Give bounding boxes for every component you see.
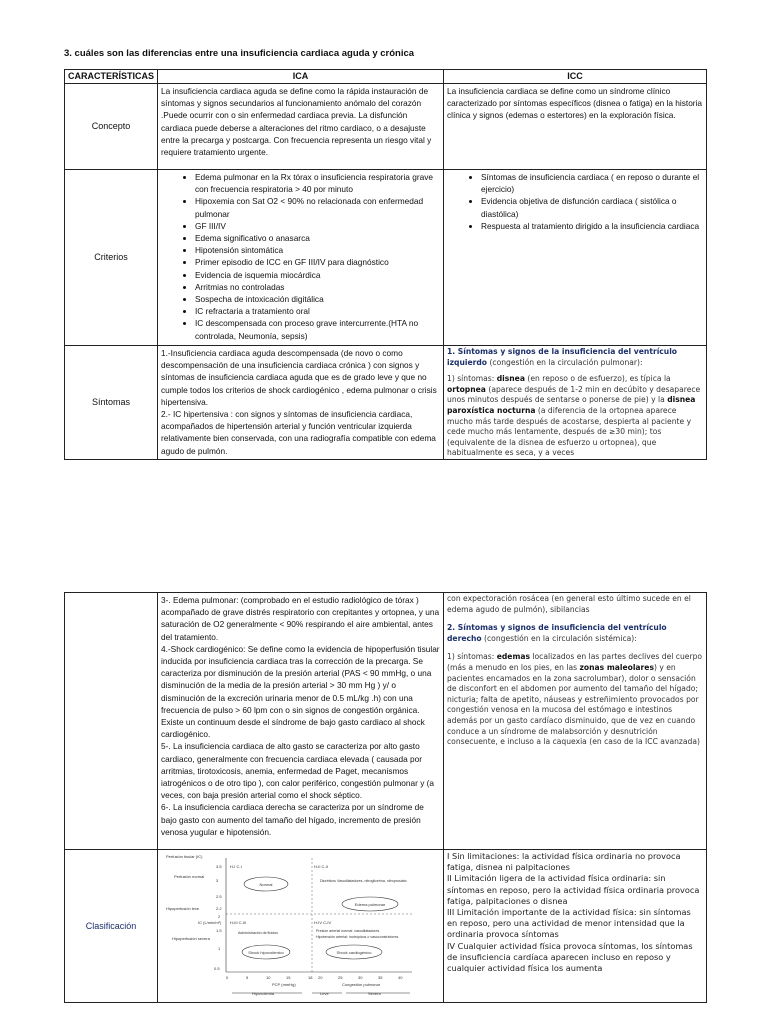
list-item: • Evidencia de isquemia miocárdica xyxy=(195,269,440,281)
class-label: H-I C-I xyxy=(230,864,242,869)
comparison-table-part-2 xyxy=(64,592,707,1003)
header-icc: ICC xyxy=(444,70,707,84)
sintomas-icc xyxy=(444,346,707,460)
x-tick: 40 xyxy=(398,975,403,980)
class-label: H-III C-III xyxy=(230,920,247,925)
forrester-diagram xyxy=(162,852,424,998)
sintomas-icc-text-2: 1) síntomas: edemas localizados en las partes declives del cuerpo (más a menudo en los pies, en las zonas maleolares) y en pacientes encamados en la zona sacrolumbar), dolor o sensación de disconfort en el abdomen por aumento del tamaño del hígado; nicturia; falta de apetito, náuseas y estreñimiento provocados por congestión venosa en la mucosa del estómago e intestinos además por un gasto cardíaco disminuido, que de vez en cuando conduce a un síndrome de malabsorción y desnutrición consecuente, e incluso a la caquexia (en caso de la ICC avanzada) xyxy=(447,652,703,747)
list-item: • Hipoxemia con Sat O2 < 90% no relacionada con enfermedad pulmonar xyxy=(195,195,440,219)
header-ica: ICA xyxy=(158,70,444,84)
concepto-icc: La insuficiencia cardiaca se define como un síndrome clínico caracterizado por síntomas específicos (disnea o fatiga) en la historia clínica y signos (edemas o estertores) en la exploración física. xyxy=(444,84,707,170)
x-tick: 10 xyxy=(266,975,271,980)
list-item: • Evidencia objetiva de disfunción cardiaca ( sistólica o diastólica) xyxy=(481,195,703,219)
y-tick: 2 xyxy=(218,914,221,919)
x-tick: 35 xyxy=(378,975,383,980)
class-label: H-IV C-IV xyxy=(314,920,332,925)
list-item: • GF III/IV xyxy=(195,220,440,232)
comparison-table-part-1 xyxy=(64,69,707,460)
class-label: H-II C-II xyxy=(314,864,328,869)
sintomas-icc-text: 1) síntomas: disnea (en reposo o de esfuerzo), es típica la ortopnea (aparece después de 1-2 min en decúbito y desaparece unos minutos después de sentarse o ponerse de pie) y la disnea paroxística nocturna (a diferencia de la ortopnea aparece mucho más tarde después de acostarse, despierta al paciente y cede mucho más lentamente, después de ≥30 min); tos (equivalente de la disnea de esfuerzo u ortopnea), que habitualmente es seca, y a veces xyxy=(447,374,701,457)
y-tick: 1 xyxy=(218,946,221,951)
sintomas-icc-heading-2: 2. Síntomas y signos de insuficiencia del ventrículo derecho (congestión en la circulación sistémica): xyxy=(447,623,667,643)
page-heading: 3. cuáles son las diferencias entre una insuficiencia cardiaca aguda y crónica xyxy=(64,48,415,59)
note: Diuréticos Vasodilatadores, nitroglicerina, nitroprusiato xyxy=(320,879,407,883)
list-item: • Sospecha de intoxicación digitálica xyxy=(195,293,440,305)
list-item: • Edema significativo o anasarca xyxy=(195,232,440,244)
y-tick: 3.5 xyxy=(216,864,222,869)
region-label: Shock cardiogénico xyxy=(336,950,372,955)
row-label-criterios: Criterios xyxy=(65,170,158,346)
y-tick: 0.5 xyxy=(214,966,220,971)
sintomas-ica-item-2: 2.- IC hipertensiva : con signos y síntomas de insuficiencia cardiaca, acompañados de hipertensión arterial y función ventricular izquierda relativamente bien conservada, con una radiografía compatible con edema agudo de pulmón. xyxy=(161,409,436,456)
concepto-ica: La insuficiencia cardiaca aguda se define como la rápida instauración de síntomas y signos secundarios al funcionamiento anómalo del corazón .Puede ocurrir con o sin enfermedad cardiaca previa. La disfunción cardiaca puede deberse a alteraciones del ritmo cardiaco, o a desajuste entre la precarga y postcarga. Con frecuencia representa un riesgo vital y requiere tratamiento urgente. xyxy=(158,84,444,170)
y-tick: 1.5 xyxy=(216,928,222,933)
sintomas-ica xyxy=(158,346,444,460)
row-label-sintomas: Síntomas xyxy=(65,346,158,460)
nyha-class-2: II Limitación ligera de la actividad física ordinaria: sin síntomas en reposo, pero la actividad física ordinaria provoca fatiga, palpitaciones o disnea xyxy=(447,873,700,906)
left-label: Hipoperfusión leve xyxy=(166,906,200,911)
list-item: • Primer episodio de ICC en GF III/IV para diagnóstico xyxy=(195,256,440,268)
list-item: • IC descompensada con proceso grave intercurrente.(HTA no controlada, Neumonía, sepsis) xyxy=(195,317,440,341)
nyha-class-3: III Limitación importante de la actividad física: sin síntomas en reposo, pero una actividad de menor intensidad que la ordinaria provoca síntomas xyxy=(447,907,691,940)
x-tick: 30 xyxy=(358,975,363,980)
region-label: Normal xyxy=(259,882,273,887)
list-item: • Respuesta al tratamiento dirigido a la insuficiencia cardiaca xyxy=(481,220,703,232)
criterios-icc-list xyxy=(447,171,703,232)
y-tick: 2.5 xyxy=(216,894,222,899)
left-label: Hipoperfusión severa xyxy=(172,936,210,941)
diagram-top-label: Perfusión tisular (IC) xyxy=(166,854,203,859)
sintomas-ica-item-3: 3-. Edema pulmonar: (comprobado en el estudio radiológico de tórax ) acompañado de grave distrés respiratorio con crepitantes y ortopnea, y una saturación de O2 generalmente < 90% respirando el aire ambiental, antes del tratamiento. xyxy=(161,595,440,642)
nyha-class-4: IV Cualquier actividad física provoca síntomas, los síntomas de insuficiencia cardíaca aparecen incluso en reposo y cualquier actividad física los aumenta xyxy=(447,940,693,974)
x-tick: 25 xyxy=(338,975,343,980)
bottom-label: Severa xyxy=(368,991,381,996)
bottom-label: Hipovolemia xyxy=(252,991,275,996)
criterios-icc xyxy=(444,170,707,346)
region-label: Shock hipovolémico xyxy=(248,950,284,955)
row-label-clasificacion: Clasificación xyxy=(65,850,158,1003)
sintomas-icc-continued xyxy=(444,593,707,850)
sintomas-icc-cont-text: con expectoración rosácea (en general esto último sucede en el edema agudo de pulmón), sibilancias xyxy=(447,594,691,614)
y-tick: 2.2 xyxy=(216,906,222,911)
y-tick: 3 xyxy=(216,878,219,883)
clasificacion-icc xyxy=(444,850,707,1003)
list-item: • Edema pulmonar en la Rx tórax o insuficiencia respiratoria grave con frecuencia respiratoria > 40 por minuto xyxy=(195,171,440,195)
y-axis-label: IC (L/min/m²) xyxy=(198,920,222,925)
sintomas-ica-item-4: 4.-Shock cardiogénico: Se define como la evidencia de hipoperfusión tisular inducida por insuficiencia cardiaca tras la corrección de la precarga. Se caracteriza por disminución de la presión arterial (PAS < 90 mmHg, o una disminución de la media de la presión arterial > 30 mm Hg ) y/ o disminución de la excreción urinaria menor de 0.5 mL/kg .h) con una frecuencia de pulso > 60 lpm con o sin signos de congestión orgánica. Existe un continuum desde el síndrome de bajo gasto cardiaco al shock cardiogénico. xyxy=(161,643,440,740)
row-sintomas xyxy=(65,346,707,460)
region-label: Edema pulmonar xyxy=(354,902,386,907)
list-item: • IC refractaria a tratamiento oral xyxy=(195,305,440,317)
row-label-empty xyxy=(65,593,158,850)
header-row xyxy=(65,70,707,84)
x-axis-label: PCP (mmHg) xyxy=(272,982,296,987)
nyha-class-1: I Sin limitaciones: la actividad física ordinaria no provoca fatiga, disnea ni palpitaciones xyxy=(447,851,681,873)
note: Administración de fluidos xyxy=(238,931,278,935)
clasificacion-ica-diagram xyxy=(158,850,444,1003)
left-label: Perfusión normal xyxy=(174,874,205,879)
row-clasificacion xyxy=(65,850,707,1003)
x-tick: 20 xyxy=(318,975,323,980)
x-tick: 5 xyxy=(246,975,249,980)
bottom-label: Leve xyxy=(320,991,329,996)
sintomas-ica-item-6: 6-. La insuficiencia cardiaca derecha se caracteriza por un síndrome de bajo gasto con aumento del tamaño del hígado, incremento de presión venosa yugular e hipotensión. xyxy=(161,802,424,837)
row-label-concepto: Concepto xyxy=(65,84,158,170)
list-item: • Síntomas de insuficiencia cardiaca ( en reposo o durante el ejercicio) xyxy=(481,171,703,195)
header-caracteristicas: CARACTERÍSTICAS xyxy=(65,70,158,84)
criterios-ica-list xyxy=(161,171,440,342)
sintomas-ica-continued xyxy=(158,593,444,850)
note: Hipotensión arterial: inotrópicos o vasoconstrictores xyxy=(316,935,399,939)
row-sintomas-continued xyxy=(65,593,707,850)
row-concepto xyxy=(65,84,707,170)
x-tick: 0 xyxy=(226,975,229,980)
sintomas-icc-heading: 1. Síntomas y signos de la insuficiencia del ventrículo izquierdo (congestión en la circulación pulmonar): xyxy=(447,347,678,367)
list-item: • Hipotensión sintomática xyxy=(195,244,440,256)
row-criterios xyxy=(65,170,707,346)
sintomas-ica-item-1: 1.-Insuficiencia cardiaca aguda descompensada (de novo o como descompensación de una insuficiencia cardiaca crónica ) con signos y síntomas de insuficiencia cardiaca aguda que es de grado leve y que no cumple todos los criterios de shock cardiogénico , edema pulmonar o crisis hipertensiva. xyxy=(161,348,437,407)
list-item: • Arritmias no controladas xyxy=(195,281,440,293)
x-tick: 15 xyxy=(286,975,291,980)
x-tick: 18 xyxy=(308,975,313,980)
note: Presión arterial normal: vasodilatadores xyxy=(316,929,380,933)
criterios-ica xyxy=(158,170,444,346)
x-axis-label-right: Congestión pulmonar xyxy=(342,982,381,987)
sintomas-ica-item-5: 5-. La insuficiencia cardiaca de alto gasto se caracteriza por alto gasto cardiaco, generalmente con frecuencia cardiaca elevada ( causada por arritmias, tirotoxicosis, anemia, enfermedad de Paget, mecanismos iatrogénicos o de otro tipo ), con calor periférico, congestión pulmonar y (a veces, con baja presión arterial como el shock séptico. xyxy=(161,741,435,801)
